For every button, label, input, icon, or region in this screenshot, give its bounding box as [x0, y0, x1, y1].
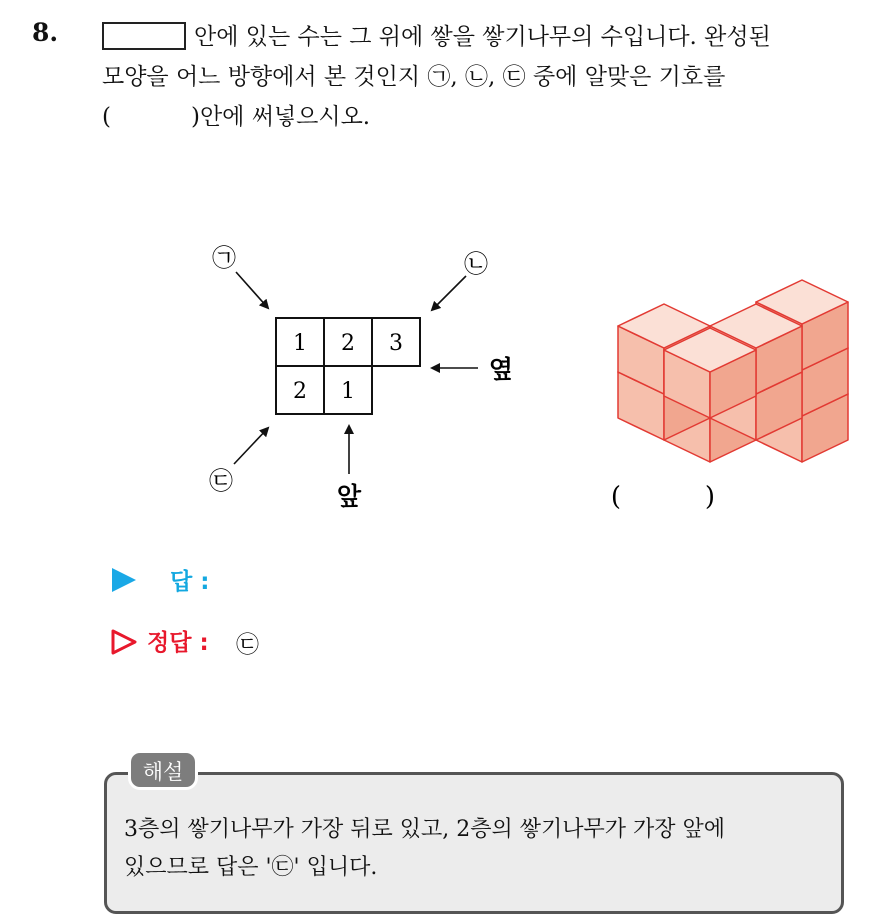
grid-number: 3 — [389, 331, 403, 356]
answer-label: 답 : — [170, 569, 210, 595]
question-paren-close: )안에 써넣으시오. — [190, 104, 371, 130]
grid-number: 1 — [293, 331, 307, 356]
explanation-tab: 해설 — [128, 750, 198, 790]
question-number: 8. — [32, 18, 59, 47]
label-digeut: ㉢ — [209, 467, 233, 495]
explanation-line-2: 있으므로 답은 '㉢' 입니다. — [124, 855, 378, 880]
arrow-giyeok — [236, 272, 268, 308]
label-giyeok: ㉠ — [212, 244, 236, 272]
grid-number: 1 — [341, 379, 355, 404]
answer-triangle-icon — [112, 568, 136, 592]
grid-number: 2 — [341, 331, 355, 356]
cube-answer-paren-open: ( — [610, 482, 622, 512]
explanation-line-1: 3층의 쌓기나무가 가장 뒤로 있고, 2층의 쌓기나무가 가장 앞에 — [124, 817, 725, 842]
arrow-nieun — [432, 276, 466, 310]
grid-number: 2 — [293, 379, 307, 404]
label-front: 앞 — [336, 482, 362, 511]
question-paren-open: ( — [102, 104, 111, 130]
label-side: 옆 — [488, 355, 514, 384]
correct-answer-label: 정답 : — [147, 630, 209, 656]
correct-triangle-icon — [110, 628, 138, 656]
label-nieun: ㉡ — [464, 250, 488, 278]
explanation-box — [104, 772, 844, 914]
question-line-2: 모양을 어느 방향에서 본 것인지 ㉠, ㉡, ㉢ 중에 알맞은 기호를 — [102, 64, 726, 90]
correct-answer-value: ㉢ — [236, 632, 259, 658]
arrow-digeut — [234, 428, 268, 464]
cube-answer-paren-close: ) — [704, 482, 716, 512]
cube-stack — [618, 280, 848, 462]
question-line-1-text: 안에 있는 수는 그 위에 쌓을 쌓기나무의 수입니다. 완성된 — [194, 24, 771, 50]
